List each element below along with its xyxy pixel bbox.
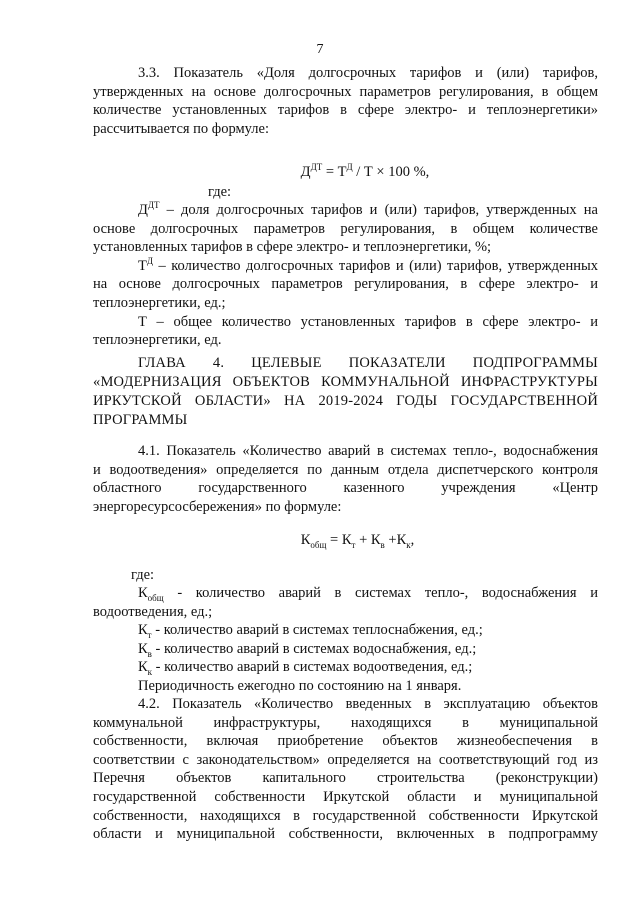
text-line: количестве установленных тарифов в сфере электро- и теплоэнергетики» bbox=[93, 102, 598, 119]
symbol-sub: т bbox=[147, 630, 152, 641]
formula-sup: Д bbox=[346, 162, 353, 173]
section-3-3-paragraph bbox=[93, 64, 598, 138]
definition-line: на основе долгосрочных параметров регулирования, в сфере электро- и bbox=[93, 276, 598, 293]
formula-sub: т bbox=[351, 539, 356, 550]
formula-part: Д bbox=[300, 164, 311, 180]
symbol: К bbox=[138, 585, 148, 601]
definition-line bbox=[93, 201, 598, 220]
chapter-heading bbox=[93, 354, 598, 430]
definition-text: – количество долгосрочных тарифов и (или) тарифов, утвержденных bbox=[153, 257, 598, 274]
definition-text: - количество аварий в системах водоотведения, ед.; bbox=[152, 659, 473, 676]
formula-accidents bbox=[0, 531, 640, 549]
symbol-sub: к bbox=[147, 667, 153, 678]
formula-part: / Т × 100 %, bbox=[352, 164, 430, 180]
text-line: 4.2. Показатель «Количество введенных в эксплуатацию объектов bbox=[138, 696, 598, 712]
definition-line: установленных тарифов в сфере электро- и теплоэнергетики, %; bbox=[93, 239, 492, 256]
page-number: 7 bbox=[316, 42, 324, 57]
definition-line: основе долгосрочных параметров регулирования, в общем количестве bbox=[93, 220, 598, 237]
text-line: рассчитывается по формуле: bbox=[93, 120, 269, 137]
text-line: утвержденных на основе долгосрочных параметров регулирования, в общем bbox=[93, 83, 598, 100]
symbol-sub: в bbox=[147, 648, 152, 659]
section-4-2-paragraph bbox=[93, 695, 598, 844]
definitions-3-3 bbox=[93, 201, 598, 350]
definition-line: водоотведения, ед.; bbox=[93, 603, 213, 620]
section-4-1-paragraph bbox=[93, 442, 598, 516]
formula-part: = К bbox=[326, 532, 352, 548]
formula-sub: общ bbox=[310, 539, 327, 550]
formula-sup: ДТ bbox=[310, 162, 323, 173]
text-line: собственности, включая приобретение объектов жизнеобеспечения в bbox=[93, 733, 598, 750]
symbol: Д bbox=[138, 202, 148, 218]
text-line: областного государственного казенного учреждения «Центр bbox=[93, 480, 598, 497]
definition-line bbox=[93, 658, 598, 677]
text-line: области и муниципальной собственности, включенных в подпрограмму bbox=[93, 826, 598, 843]
text-line: Перечня объектов капитального строительства (реконструкции) bbox=[93, 770, 598, 787]
definition-text: - количество аварий в системах тепло-, водоснабжения и bbox=[163, 585, 598, 601]
text-line: собственности, находящихся в государственной собственности Иркутской bbox=[93, 807, 598, 824]
periodicity-line: Периодичность ежегодно по состоянию на 1 января. bbox=[138, 677, 462, 694]
definition-line bbox=[93, 621, 598, 640]
definition-line: Т – общее количество установленных тарифов в сфере электро- и bbox=[138, 313, 598, 330]
symbol-sub: общ bbox=[147, 592, 164, 603]
definition-line bbox=[93, 257, 598, 276]
text-line: 3.3. Показатель «Доля долгосрочных тарифов и (или) тарифов, bbox=[138, 65, 598, 81]
symbol: К bbox=[138, 622, 148, 639]
definition-line: теплоэнергетики, ед.; bbox=[93, 294, 226, 311]
symbol: К bbox=[138, 640, 148, 657]
definition-line bbox=[93, 640, 598, 659]
heading-line: ПРОГРАММЫ bbox=[93, 412, 188, 428]
definition-line: теплоэнергетики, ед. bbox=[93, 332, 222, 349]
definition-text: – доля долгосрочных тарифов и (или) тарифов, утвержденных на bbox=[159, 202, 598, 218]
formula-part: К bbox=[300, 532, 311, 548]
text-line: энергоресурсосбережения» по формуле: bbox=[93, 498, 342, 515]
symbol-sup: Д bbox=[146, 255, 153, 266]
formula-part: +К bbox=[384, 532, 407, 548]
formula-part: + К bbox=[355, 532, 381, 548]
symbol: Т bbox=[138, 257, 147, 274]
text-line: коммунальной инфраструктуры, находящихся в муниципальной bbox=[93, 714, 598, 731]
text-line: государственной собственности Иркутской области и муниципальной bbox=[93, 788, 598, 805]
heading-line: ГЛАВА 4. ЦЕЛЕВЫЕ ПОКАЗАТЕЛИ ПОДПРОГРАММЫ bbox=[138, 355, 598, 371]
heading-line: «МОДЕРНИЗАЦИЯ ОБЪЕКТОВ КОММУНАЛЬНОЙ ИНФРАСТРУКТУРЫ bbox=[93, 374, 598, 390]
formula-part: = Т bbox=[322, 164, 347, 180]
formula-sub: к bbox=[406, 539, 411, 550]
definition-line bbox=[93, 584, 598, 603]
definition-text: - количество аварий в системах водоснабжения, ед.; bbox=[151, 640, 477, 657]
formula-part: , bbox=[410, 532, 415, 548]
where-label: где: bbox=[208, 184, 232, 200]
definitions-4-1 bbox=[93, 584, 598, 696]
text-line: 4.1. Показатель «Количество аварий в системах тепло-, водоснабжения bbox=[138, 443, 598, 459]
text-line: и водоотведения» определяется по данным отдела диспетчерского контроля bbox=[93, 461, 598, 478]
symbol-sup: ДТ bbox=[147, 200, 160, 211]
symbol: К bbox=[138, 659, 148, 676]
heading-line: ИРКУТСКОЙ ОБЛАСТИ» НА 2019-2024 ГОДЫ ГОСУДАРСТВЕННОЙ bbox=[93, 393, 598, 409]
definition-text: - количество аварий в системах теплоснабжения, ед.; bbox=[151, 622, 483, 639]
formula-sub: в bbox=[380, 539, 385, 550]
where-label: где: bbox=[131, 567, 155, 583]
text-line: соответствии с законодательством» определяется на соответствующий год из bbox=[93, 751, 598, 768]
formula-share bbox=[0, 163, 640, 181]
